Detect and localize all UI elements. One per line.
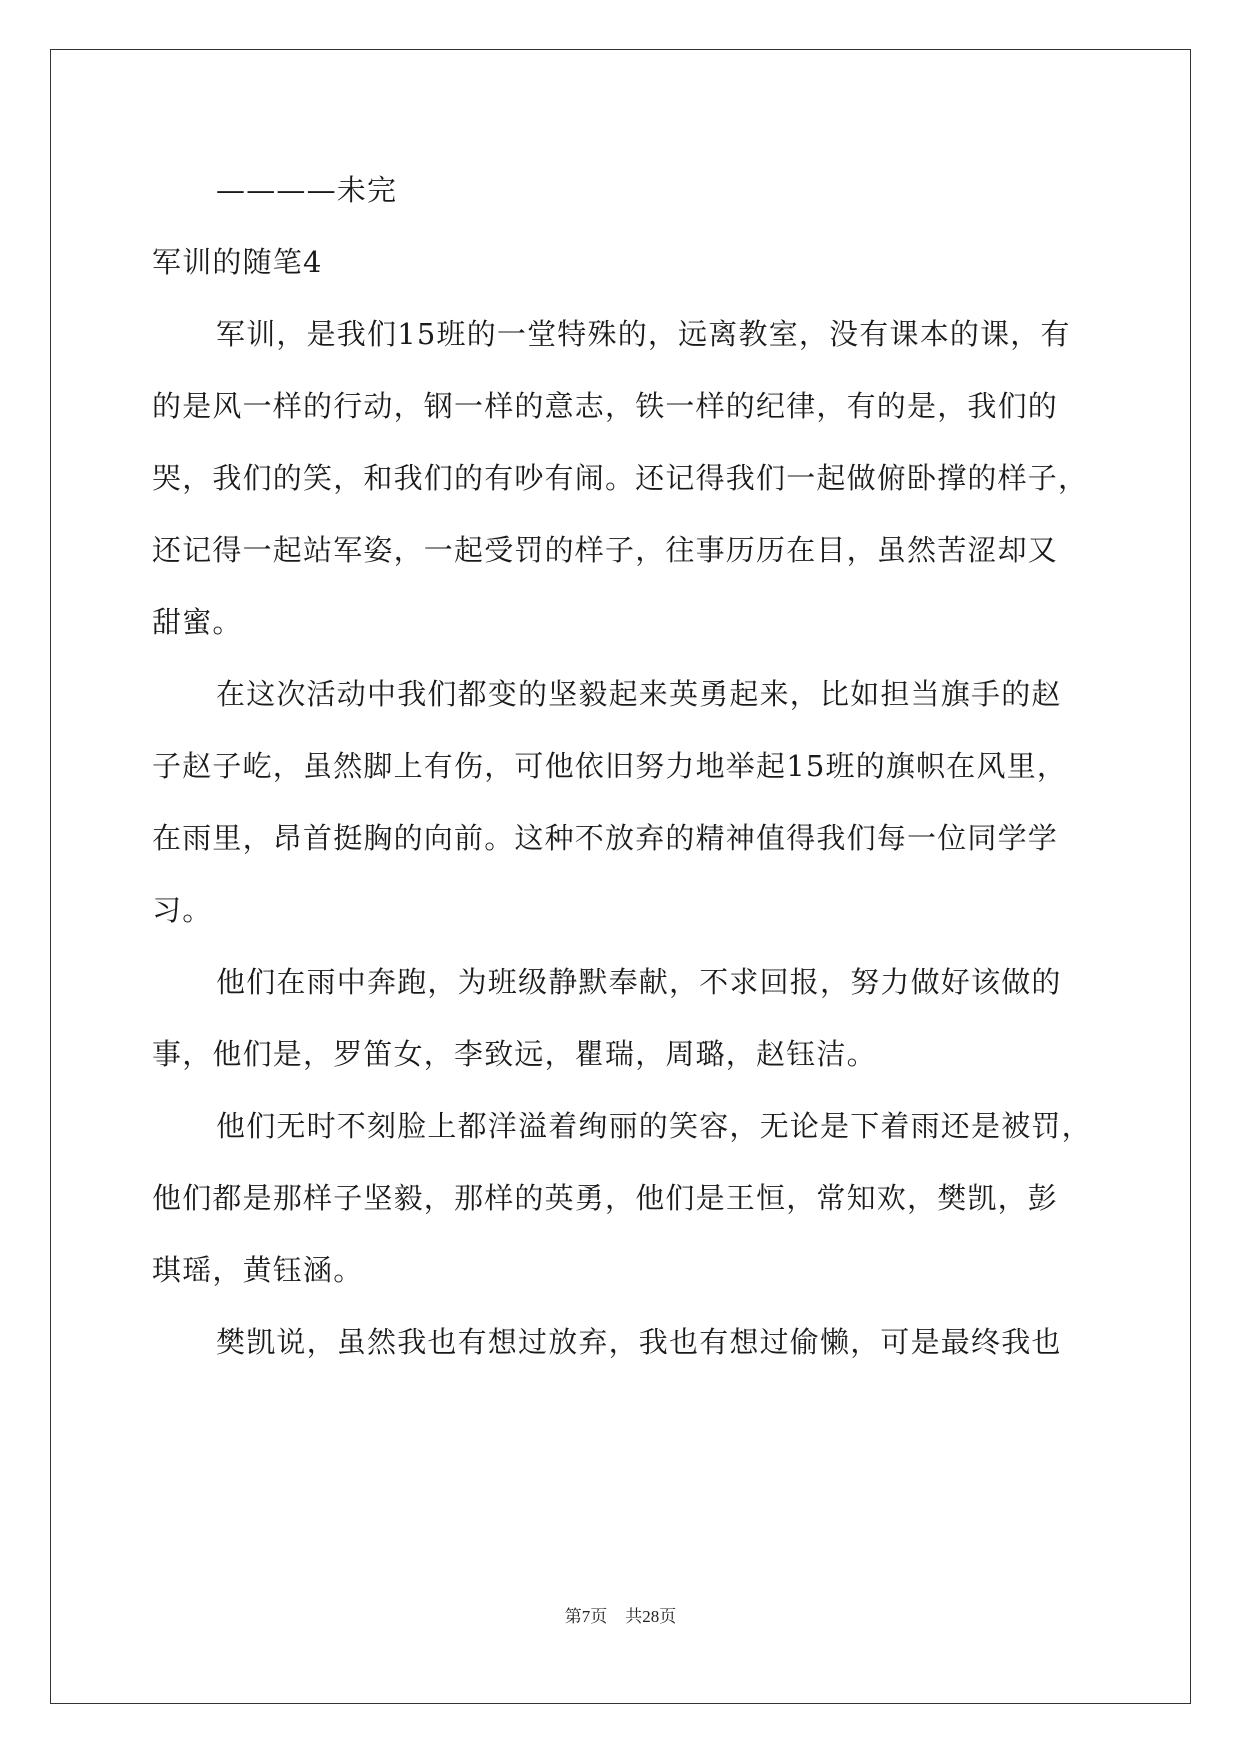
paragraph-line: 他们无时不刻脸上都洋溢着绚丽的笑容，无论是下着雨还是被罚， <box>216 1109 1092 1143</box>
paragraph-line: 事，他们是，罗笛女，李致远，瞿瑞，周璐，赵钰洁。 <box>152 1037 877 1071</box>
paragraph-line: 军训，是我们15班的一堂特殊的，远离教室，没有课本的课，有 <box>216 317 1071 351</box>
text-line-end-marker: ————未完 <box>216 173 398 207</box>
paragraph-line: 子赵子屹，虽然脚上有伤，可他依旧努力地举起15班的旗帜在风里， <box>152 749 1068 783</box>
page-number: 第7页 <box>564 1607 608 1626</box>
paragraph-line: 他们都是那样子坚毅，那样的英勇，他们是王恒，常知欢，樊凯，彭 <box>152 1181 1059 1215</box>
page-total: 共28页 <box>625 1607 677 1626</box>
paragraph-line: 他们在雨中奔跑，为班级静默奉献，不求回报，努力做好该做的 <box>216 965 1062 999</box>
paragraph-line: 在这次活动中我们都变的坚毅起来英勇起来，比如担当旗手的赵 <box>216 677 1062 711</box>
page-footer <box>0 1606 1241 1628</box>
paragraph-line: 习。 <box>152 893 213 927</box>
section-heading: 军训的随笔4 <box>152 245 323 279</box>
paragraph-line: 哭，我们的笑，和我们的有吵有闹。还记得我们一起做俯卧撑的样子， <box>152 461 1089 495</box>
paragraph-line: 还记得一起站军姿，一起受罚的样子，往事历历在目，虽然苦涩却又 <box>152 533 1059 567</box>
paragraph-line: 琪瑶，黄钰涵。 <box>152 1253 364 1287</box>
paragraph-line: 在雨里，昂首挺胸的向前。这种不放弃的精神值得我们每一位同学学 <box>152 821 1059 855</box>
paragraph-line: 甜蜜。 <box>152 605 243 639</box>
paragraph-line: 的是风一样的行动，钢一样的意志，铁一样的纪律，有的是，我们的 <box>152 389 1059 423</box>
paragraph-line: 樊凯说，虽然我也有想过放弃，我也有想过偷懒，可是最终我也 <box>216 1325 1062 1359</box>
page-border <box>50 49 1191 1704</box>
